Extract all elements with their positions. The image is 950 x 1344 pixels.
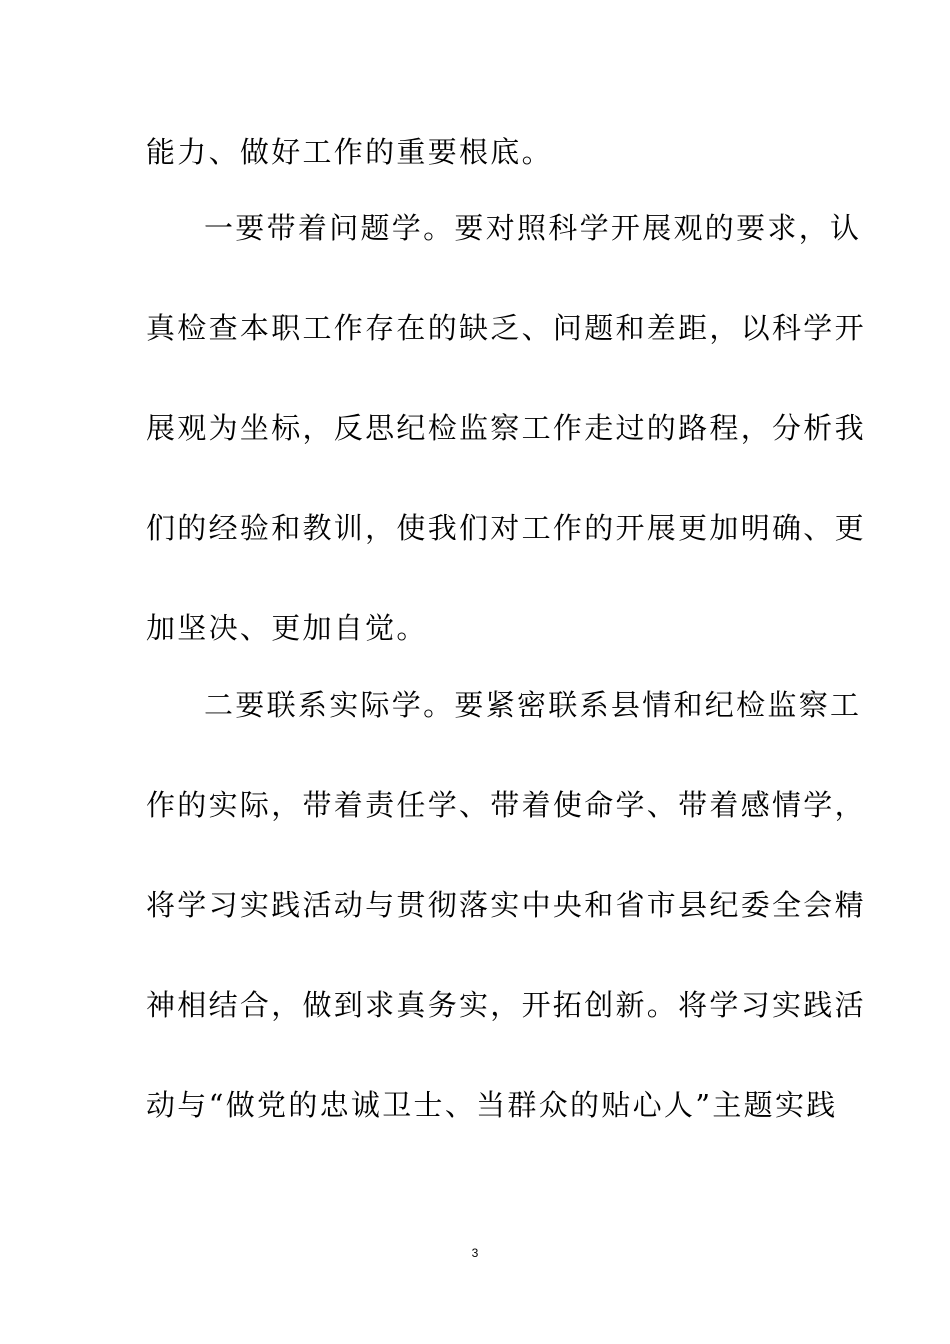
paragraph-1-line-5: 加坚决、更加自觉。 (146, 611, 428, 645)
paragraph-1-line-2: 真检查本职工作存在的缺乏、问题和差距，以科学开 (146, 311, 866, 345)
paragraph-2-line-2: 作的实际，带着责任学、带着使命学、带着感情学， (146, 788, 866, 822)
paragraph-1-line-3: 展观为坐标，反思纪检监察工作走过的路程，分析我 (146, 411, 866, 445)
paragraph-2-line-4: 神相结合，做到求真务实，开拓创新。将学习实践活 (146, 988, 866, 1022)
paragraph-2-line-5: 动与“做党的忠诚卫士、当群众的贴心人”主题实践 (146, 1088, 838, 1122)
text-line-1: 能力、做好工作的重要根底。 (146, 135, 553, 169)
paragraph-1-line-1: 一要带着问题学。要对照科学开展观的要求，认 (204, 211, 862, 245)
page-number: 3 (471, 1246, 479, 1260)
paragraph-2-line-3: 将学习实践活动与贯彻落实中央和省市县纪委全会精 (146, 888, 866, 922)
paragraph-1-line-4: 们的经验和教训，使我们对工作的开展更加明确、更 (146, 511, 866, 545)
paragraph-2-line-1: 二要联系实际学。要紧密联系县情和纪检监察工 (204, 688, 862, 722)
